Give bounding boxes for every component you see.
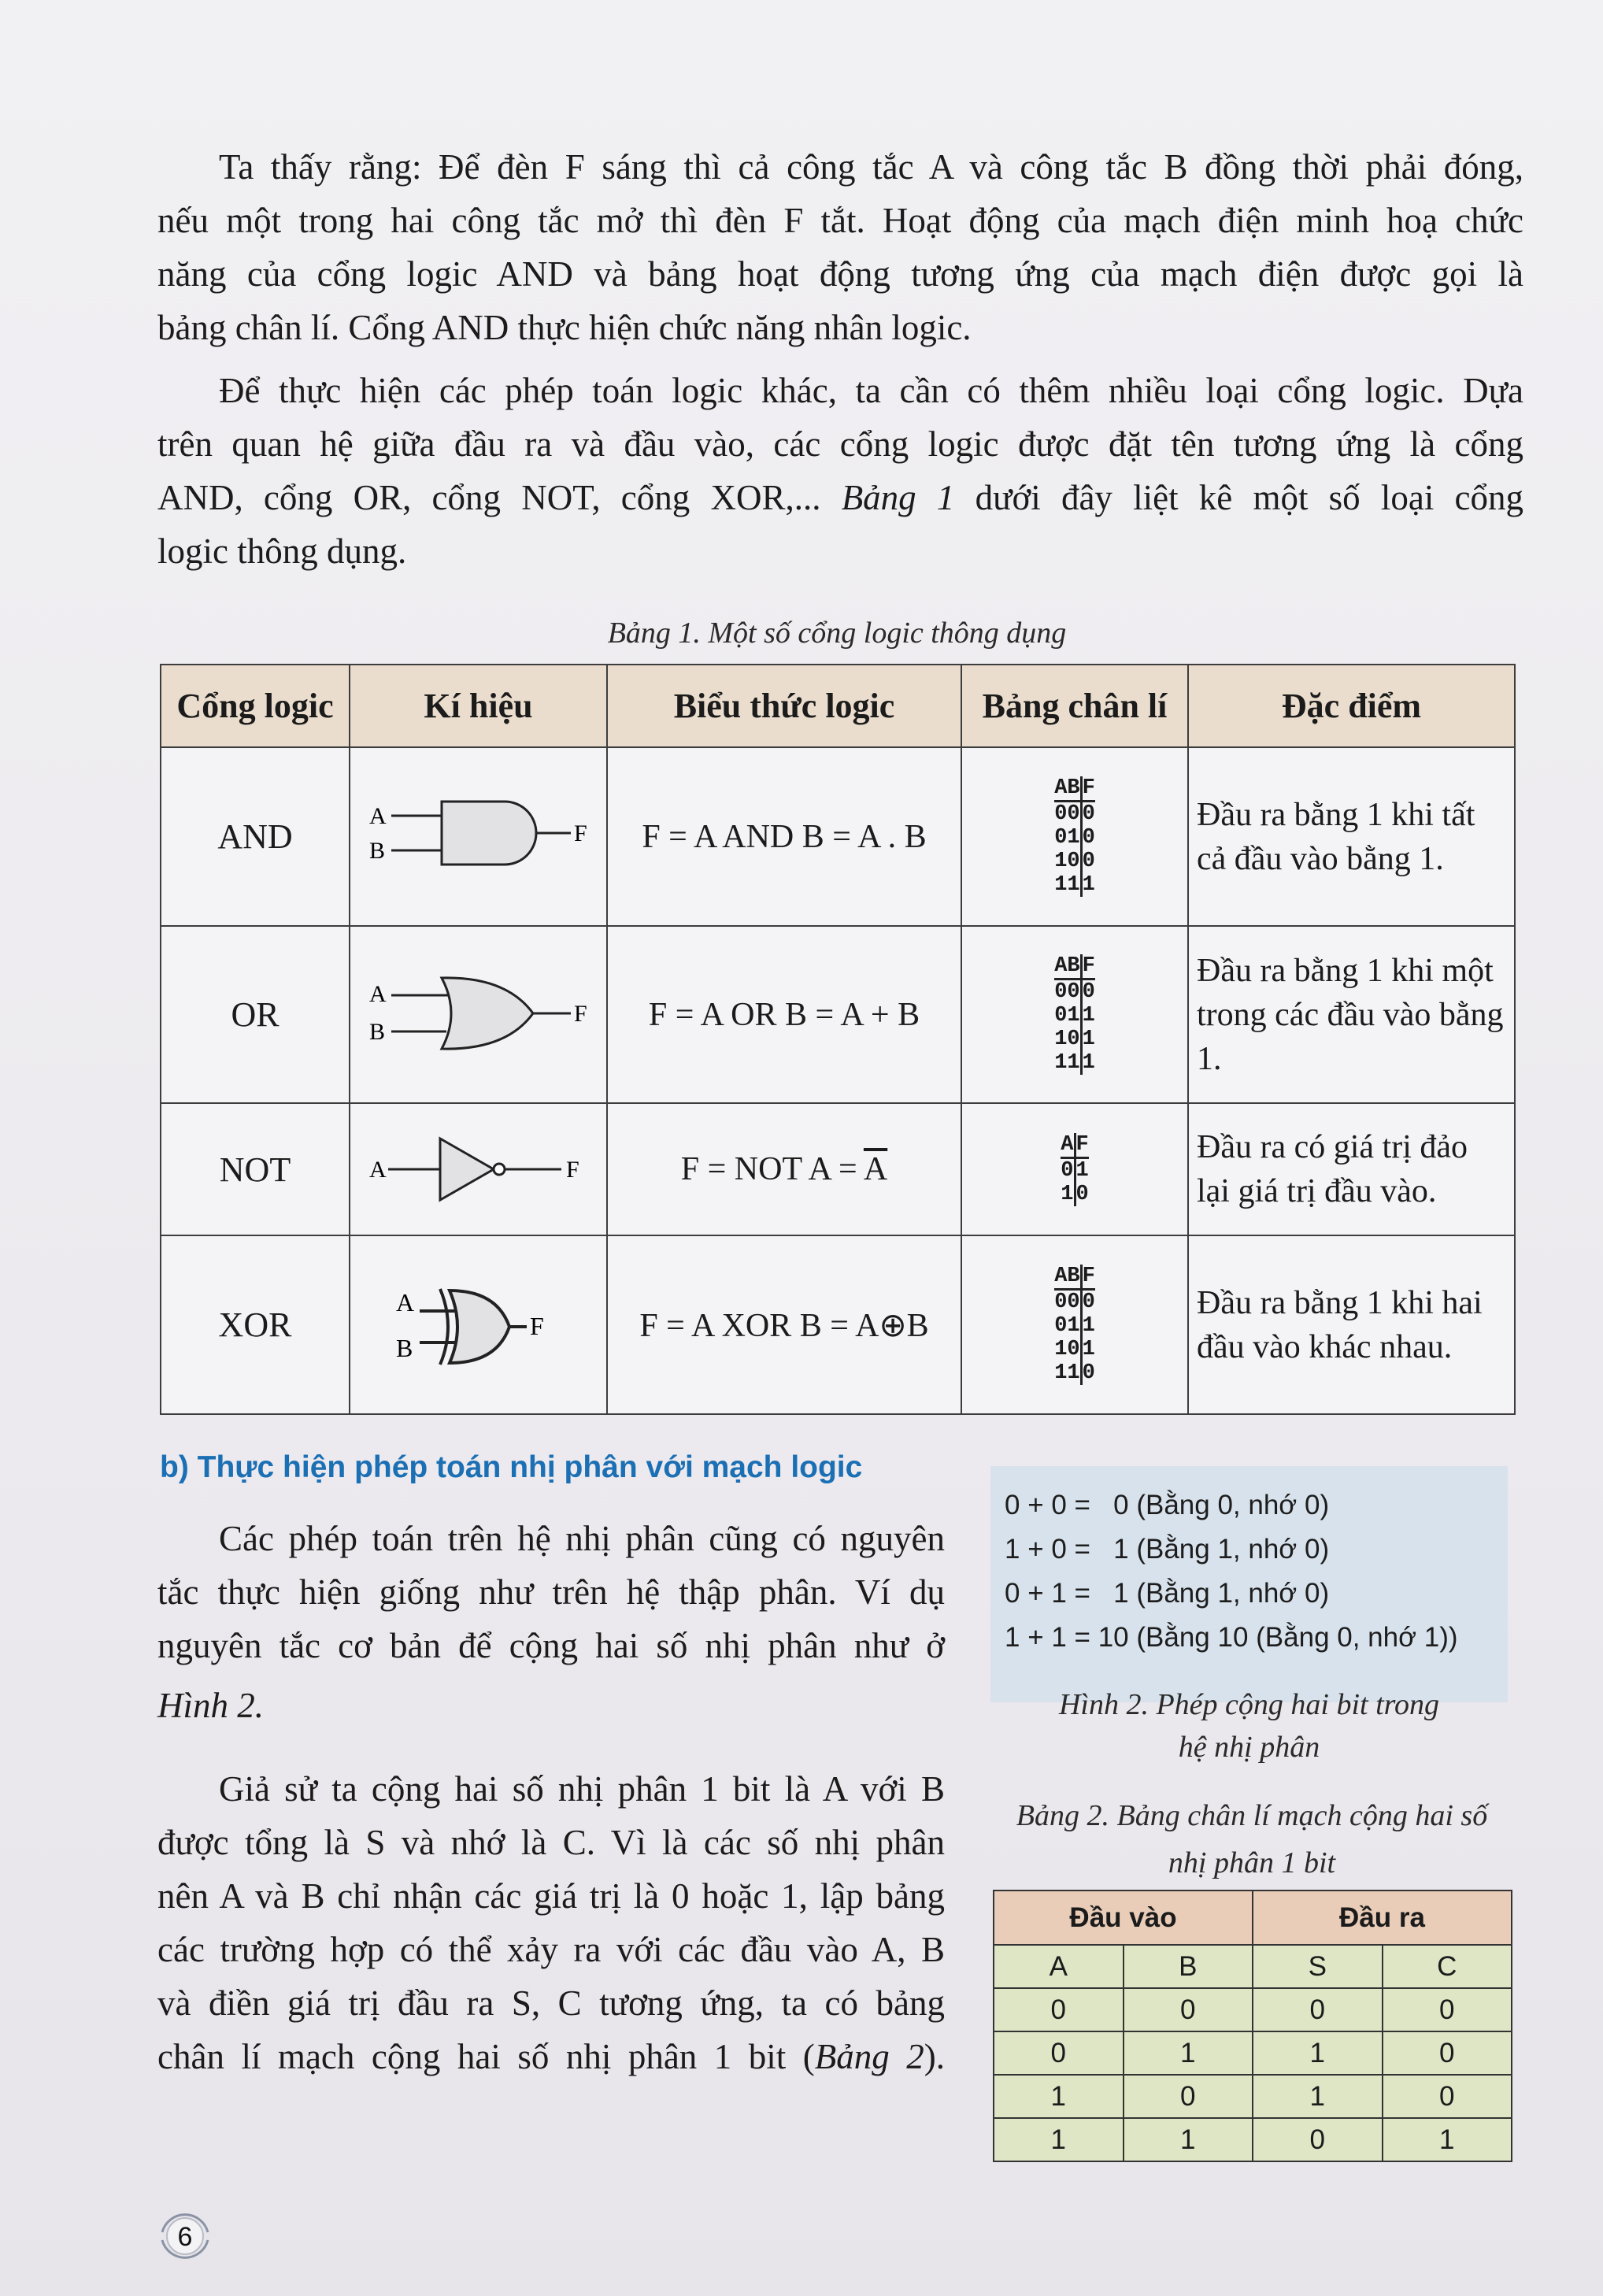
header-expression: Biểu thức logic [607,665,961,747]
or-gate-icon [365,972,593,1058]
truth-table-and [1054,776,1095,897]
column-header: A [994,1945,1124,1988]
tt-head: F [1075,1132,1089,1157]
intro-paragraph-1 [157,140,1523,354]
table-row [994,2118,1512,2161]
tt-cell: 1 [1082,1314,1095,1338]
tt-cell: 0 [1054,1314,1068,1338]
tt-cell: 1 [1082,1338,1095,1361]
logic-expression [607,1103,961,1235]
caption-line: nhị phân 1 bit [1168,1846,1336,1879]
cell: 0 [1383,1988,1512,2031]
output-f-label: F [565,1157,579,1183]
input-a-label: A [395,1287,414,1316]
tt-head: B [1067,1265,1080,1288]
cell: 0 [1124,2075,1253,2118]
output-f-label: F [573,1000,587,1027]
text-line: bảng chân lí. Cổng AND thực hiện chức năng nhân logic. [157,308,972,347]
negated-variable: $\overline{A}$ [863,1151,888,1187]
input-b-label: B [368,837,385,864]
input-b-label: B [368,1018,385,1045]
tt-cell: 0 [1067,1028,1080,1051]
tt-cell: 1 [1067,873,1080,897]
tt-cell: 0 [1054,1291,1068,1314]
column-header: B [1124,1945,1253,1988]
tt-cell: 1 [1082,1051,1095,1075]
tt-cell: 0 [1067,980,1080,1004]
tt-head: B [1067,776,1080,800]
caption-line: Bảng 2. Bảng chân lí mạch cộng hai số [1016,1799,1488,1832]
tt-cell: 0 [1067,802,1080,826]
and-gate-icon [365,794,593,880]
header-description: Đặc điểm [1188,665,1515,747]
cell: 0 [1383,2031,1512,2075]
tt-cell: 0 [1061,1158,1074,1183]
table-header-row [161,665,1515,747]
table-row-or [161,926,1515,1103]
tt-cell: 1 [1054,1028,1068,1051]
tt-cell: 0 [1067,1338,1080,1361]
tt-head: A [1054,776,1068,800]
table-row [994,2031,1512,2075]
tt-cell: 0 [1082,826,1095,850]
gate-name: NOT [161,1103,350,1235]
input-a-label: A [368,1157,387,1183]
table-row [994,2075,1512,2118]
truth-table-not [1061,1133,1088,1206]
output-f-label: F [573,820,587,846]
tt-cell: 0 [1082,1291,1095,1314]
gate-symbol-cell [350,747,607,926]
tt-cell: 1 [1082,1028,1095,1051]
section-b-paragraph-2 [157,1762,945,2083]
logic-expression: F = A XOR B = A⊕B [607,1235,961,1414]
tt-cell: 1 [1082,1004,1095,1028]
figure2-binary-addition [990,1466,1508,1702]
text-line: logic thông dụng. [157,531,407,571]
cell: 0 [1124,1988,1253,2031]
tt-cell: 1 [1054,1051,1068,1075]
addition-rule: 0 + 1 = 1 (Bằng 1, nhớ 0) [1005,1578,1330,1609]
cell: 0 [994,2031,1124,2075]
text-fragment: ). [924,2037,945,2076]
tt-cell: 0 [1067,850,1080,873]
text-line: Để thực hiện các phép toán logic khác, ta cần có thêm nhiều loại cổng logic. Dựa [219,371,1523,410]
gate-description: Đầu ra bằng 1 khi tất cả đầu vào bằng 1. [1188,747,1515,926]
tt-head: A [1054,1265,1068,1288]
section-b-paragraph-1 [157,1512,945,1732]
header-outputs: Đầu ra [1253,1890,1512,1945]
group-header-row [994,1890,1512,1945]
caption-line: Hình 2. Phép cộng hai bit trong [1058,1688,1440,1721]
text-line: Giả sử ta cộng hai số nhị phân 1 bit là A với B [219,1769,945,1809]
text-line: tắc thực hiện giống như trên hệ thập phân. Ví dụ [157,1572,945,1612]
gate-description: Đầu ra có giá trị đảo lại giá trị đầu vào. [1188,1103,1515,1235]
text-line: nếu một trong hai công tắc mở thì đèn F tắt. Hoạt động của mạch điện minh hoạ chức [157,201,1523,240]
text-line [157,471,1523,524]
output-f-label: F [529,1311,544,1340]
caption-line: hệ nhị phân [1178,1731,1320,1764]
tt-cell: 0 [1054,802,1068,826]
tt-cell: 0 [1075,1182,1089,1206]
table-row [994,1988,1512,2031]
cell: 1 [1383,2118,1512,2161]
input-a-label: A [368,980,387,1007]
table-reference: Bảng 1 [841,478,955,517]
text-fragment: dưới đây liệt kê một số loại cổng [954,478,1523,517]
cell: 0 [1253,2118,1383,2161]
tt-cell: 0 [1067,1291,1080,1314]
tt-cell: 1 [1067,1314,1080,1338]
cell: 1 [1124,2118,1253,2161]
not-gate-icon [365,1126,593,1213]
tt-cell: 1 [1054,850,1068,873]
truth-table-cell [961,1103,1188,1235]
column-header-row [994,1945,1512,1988]
cell: 1 [1124,2031,1253,2075]
tt-cell: 1 [1075,1158,1089,1183]
cell: 1 [994,2118,1124,2161]
addition-rule: 1 + 1 = 10 (Bằng 10 (Bằng 0, nhớ 1)) [1005,1622,1458,1653]
tt-cell: 1 [1082,873,1095,897]
header-inputs: Đầu vào [994,1890,1253,1945]
tt-cell: 1 [1054,1361,1068,1385]
tt-cell: 1 [1061,1182,1074,1206]
section-title: b) Thực hiện phép toán nhị phân với mạch logic [160,1450,863,1484]
text-line: và điền giá trị đầu ra S, C tương ứng, ta có bảng [157,1983,945,2023]
table1-caption: Bảng 1. Một số cổng logic thông dụng [607,617,1067,650]
figure-reference [157,1679,945,1732]
tt-head: B [1067,954,1080,978]
text-line [157,2030,945,2083]
half-adder-truth-table [993,1890,1512,2162]
cell: 1 [1253,2031,1383,2075]
text-line: Các phép toán trên hệ nhị phân cũng có nguyên [219,1519,945,1558]
tt-cell: 0 [1082,1361,1095,1385]
intro-paragraph-2 [157,364,1523,578]
text-line: được tổng là S và nhớ là C. Vì là các số nhị phân [157,1823,945,1862]
tt-cell: 0 [1054,980,1068,1004]
gate-description: Đầu ra bằng 1 khi một trong các đầu vào bằng 1. [1188,926,1515,1103]
tt-cell: 1 [1054,1338,1068,1361]
figure2-caption [990,1683,1508,1768]
header-truth-table: Bảng chân lí [961,665,1188,747]
gate-description: Đầu ra bằng 1 khi hai đầu vào khác nhau. [1188,1235,1515,1414]
tt-cell: 1 [1067,1361,1080,1385]
gate-symbol-cell [350,926,607,1103]
tt-head: F [1082,1265,1095,1288]
text-fragment: chân lí mạch cộng hai số nhị phân 1 bit ( [157,2037,815,2076]
cell: 1 [1253,2075,1383,2118]
column-header: S [1253,1945,1383,1988]
cell: 1 [994,2075,1124,2118]
truth-table-xor [1054,1265,1095,1385]
page-number-badge [157,2209,213,2264]
truth-table-cell [961,747,1188,926]
cell: 0 [994,1988,1124,2031]
gate-name: XOR [161,1235,350,1414]
addition-rule: 1 + 0 = 1 (Bằng 1, nhớ 0) [1005,1534,1330,1565]
truth-table-or [1054,954,1095,1075]
tt-head: A [1054,954,1068,978]
truth-table-cell [961,926,1188,1103]
logic-gates-table [160,664,1516,1415]
logic-expression: F = A AND B = A . B [607,747,961,926]
table-reference: Bảng 2 [814,2037,924,2076]
gate-name: OR [161,926,350,1103]
text-line: nguyên tắc cơ bản để cộng hai số nhị phân như ở [157,1626,945,1665]
text-line: trên quan hệ giữa đầu ra và đầu vào, các cổng logic được đặt tên tương ứng là cổng [157,424,1523,464]
tt-head: A [1061,1132,1074,1157]
tt-cell: 0 [1082,802,1095,826]
page-number: 6 [177,2222,193,2252]
text-fragment: AND, cổng OR, cổng NOT, cổng XOR,... [157,478,842,517]
header-symbol: Kí hiệu [350,665,607,747]
xor-gate-icon [365,1278,593,1372]
logic-expression: F = A OR B = A + B [607,926,961,1103]
input-b-label: B [395,1333,413,1362]
text-line: các trường hợp có thể xảy ra với các đầu vào A, B [157,1930,945,1969]
expression-prefix: F = NOT A = [680,1151,864,1187]
input-a-label: A [368,802,387,829]
tt-cell: 0 [1054,1004,1068,1028]
table-row-and [161,747,1515,926]
text-line: nên A và B chỉ nhận các giá trị là 0 hoặc 1, lập bảng [157,1876,945,1916]
text-line: Ta thấy rằng: Để đèn F sáng thì cả công tắc A và công tắc B đồng thời phải đóng, [219,147,1523,187]
tt-cell: 0 [1082,980,1095,1004]
tt-cell: 0 [1082,850,1095,873]
header-gate: Cổng logic [161,665,350,747]
table-row-xor [161,1235,1515,1414]
gate-name: AND [161,747,350,926]
table-row-not [161,1103,1515,1235]
tt-cell: 1 [1067,826,1080,850]
table2-caption [980,1792,1523,1887]
tt-cell: 1 [1067,1004,1080,1028]
gate-symbol-cell [350,1103,607,1235]
tt-head: F [1082,776,1095,800]
truth-table-cell [961,1235,1188,1414]
gate-symbol-cell [350,1235,607,1414]
tt-head: F [1082,954,1095,978]
cell: 0 [1253,1988,1383,2031]
text-line: năng của cổng logic AND và bảng hoạt động tương ứng của mạch điện được gọi là [157,254,1523,294]
column-header: C [1383,1945,1512,1988]
tt-cell: 1 [1067,1051,1080,1075]
figure-ref-text: Hình 2. [157,1686,264,1725]
tt-cell: 0 [1054,826,1068,850]
addition-rule: 0 + 0 = 0 (Bằng 0, nhớ 0) [1005,1490,1330,1520]
cell: 0 [1383,2075,1512,2118]
tt-cell: 1 [1054,873,1068,897]
